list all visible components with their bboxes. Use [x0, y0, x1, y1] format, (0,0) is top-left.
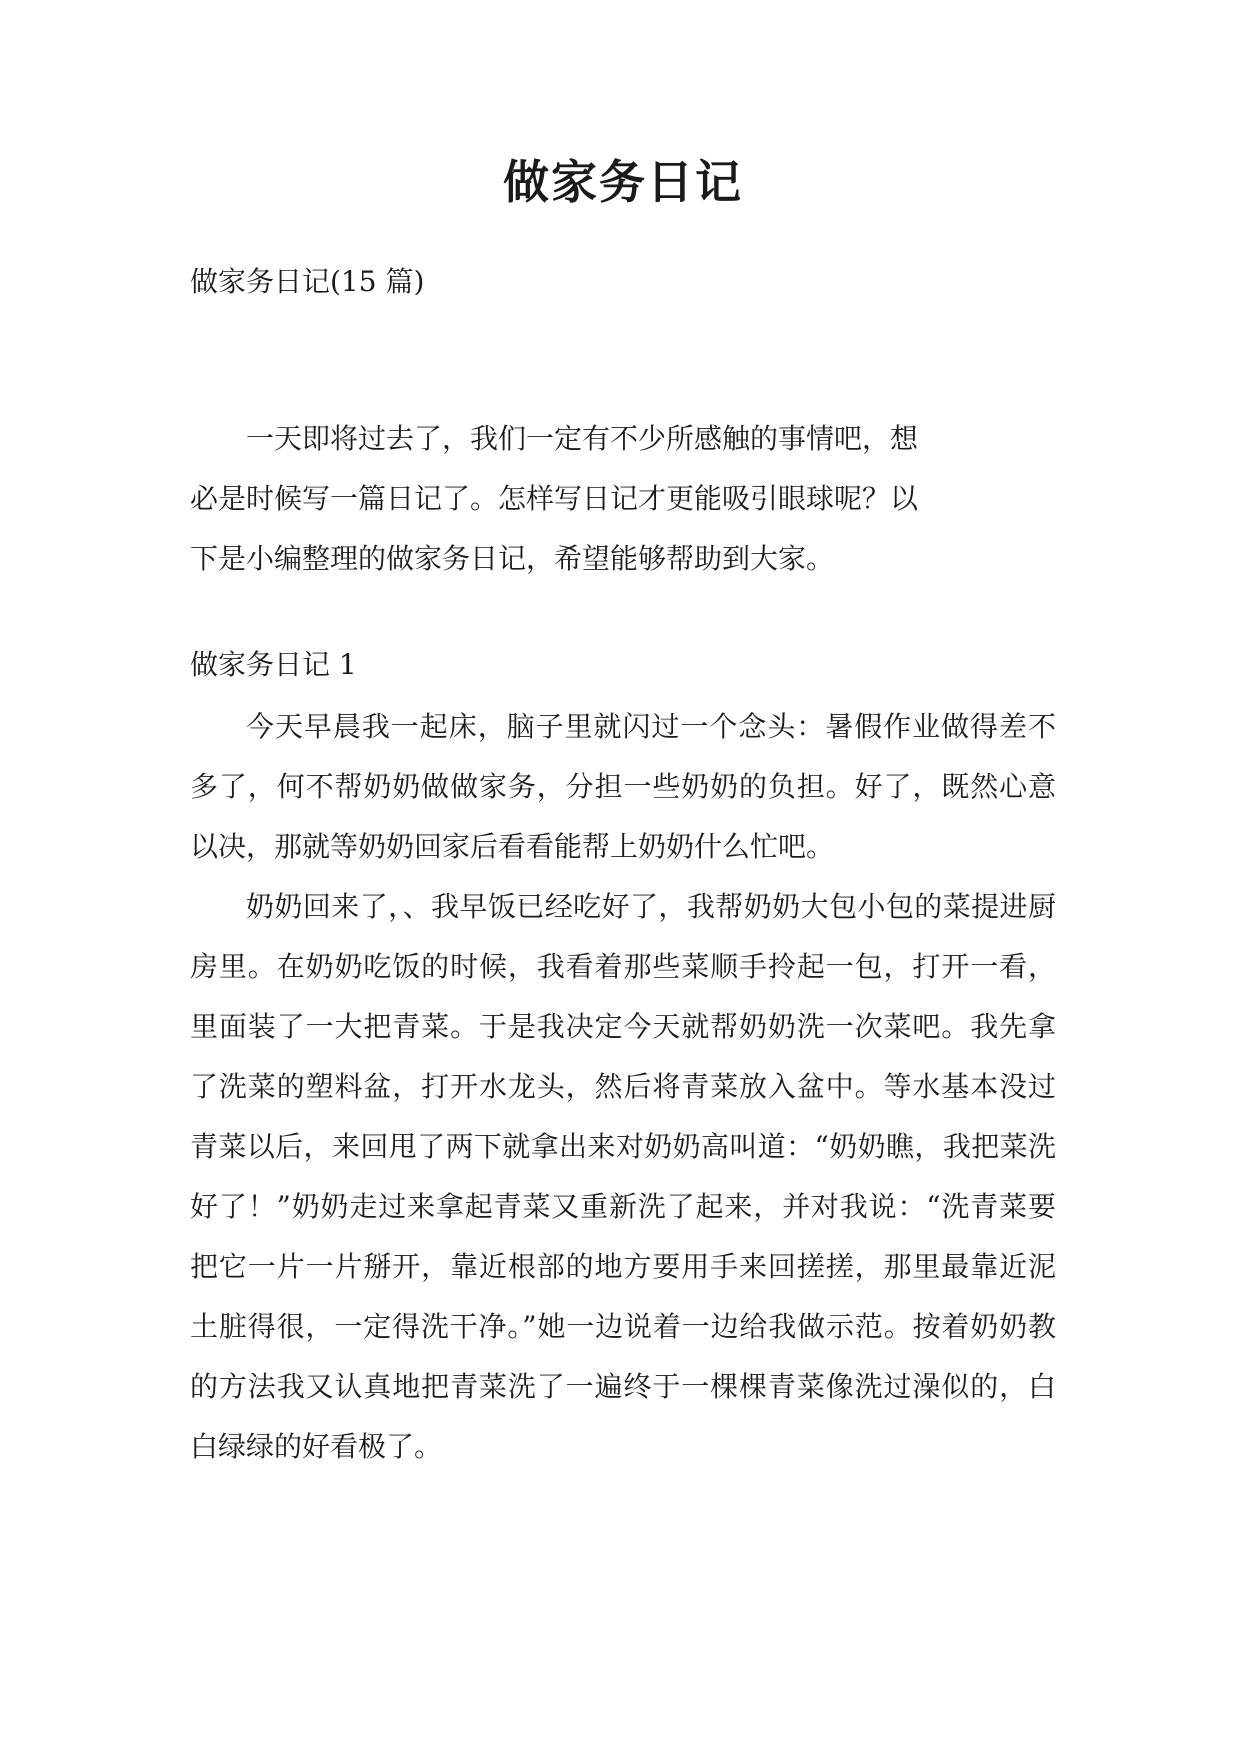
intro-line: 必是时候写一篇日记了。怎样写日记才更能吸引眼球呢？以: [190, 482, 919, 515]
entry-paragraph: 奶奶回来了，、我早饭已经吃好了，我帮奶奶大包小包的菜提进厨房里。在奶奶吃饭的时候，我看着那些菜顺手拎起一包，打开一看，里面装了一大把青菜。于是我决定今天就帮奶奶洗一次菜吧。我先拿了洗菜的塑料盆，打开水龙头，然后将青菜放入盆中。等水基本没过青菜以后，来回甩了两下就拿出来对奶奶高叫道：“奶奶瞧，我把菜洗好了！”奶奶走过来拿起青菜又重新洗了起来，并对我说：“洗青菜要把它一片一片掰开，靠近根部的地方要用手来回搓搓，那里最靠近泥土脏得很，一定得洗干净。”她一边说着一边给我做示范。按着奶奶教的方法我又认真地把青菜洗了一遍终于一棵棵青菜像洗过澡似的，白白绿绿的好看极了。: [190, 890, 1056, 1463]
intro-paragraph: [190, 409, 1056, 589]
intro-line: 一天即将过去了，我们一定有不少所感触的事情吧，想: [246, 422, 919, 455]
document-subtitle: 做家务日记(15 篇): [190, 265, 425, 298]
intro-line: 下是小编整理的做家务日记，希望能够帮助到大家。: [190, 542, 835, 575]
document-title: 做家务日记: [503, 155, 743, 209]
entry-heading: 做家务日记 1: [190, 648, 357, 681]
entry-body: [190, 697, 1056, 1477]
entry-paragraph: 今天早晨我一起床，脑子里就闪过一个念头：暑假作业做得差不多了，何不帮奶奶做做家务，分担一些奶奶的负担。好了，既然心意以决，那就等奶奶回家后看看能帮上奶奶什么忙吧。: [190, 710, 1056, 863]
